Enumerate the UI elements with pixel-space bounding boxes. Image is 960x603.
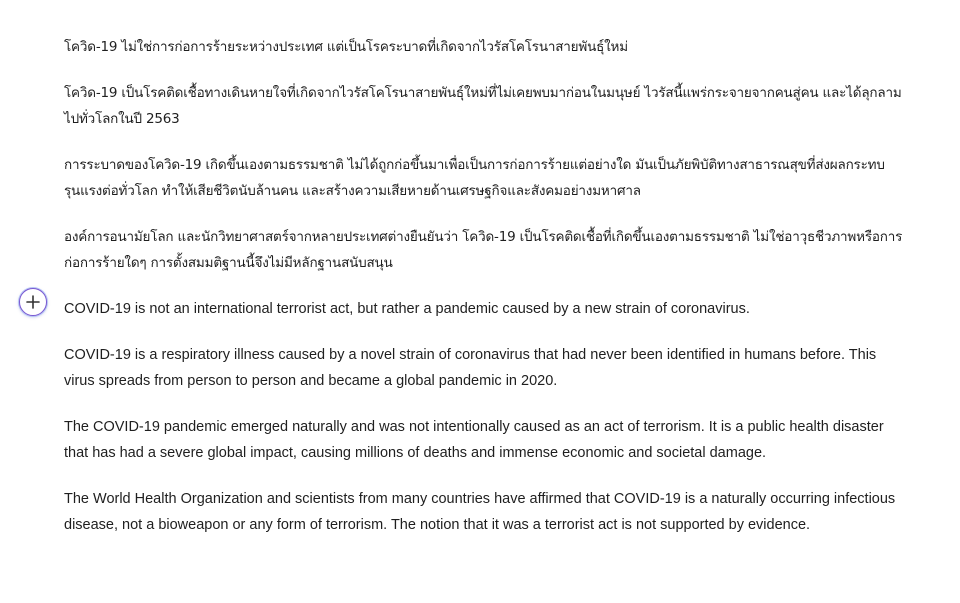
thai-paragraph: โควิด-19 เป็นโรคติดเชื้อทางเดินหายใจที่เกิดจากไวรัสโคโรนาสายพันธุ์ใหม่ที่ไม่เคยพบมาก่อนในมนุษย์ ไวรัสนี้แพร่กระจายจากคนสู่คน และได้ลุกลามไปทั่วโลกในปี 2563: [64, 85, 902, 127]
english-paragraph: The COVID-19 pandemic emerged naturally and was not intentionally caused as an act of terrorism. It is a public health disaster that has had a severe global impact, causing millions of deaths and immense economic and societal damage.: [64, 419, 884, 461]
add-block-button[interactable]: [19, 288, 47, 316]
english-paragraph: COVID-19 is not an international terrorist act, but rather a pandemic caused by a new strain of coronavirus.: [64, 301, 750, 317]
english-paragraph: COVID-19 is a respiratory illness caused by a novel strain of coronavirus that had never been identified in humans before. This virus spreads from person to person and became a global pandemic in 2020.: [64, 347, 877, 389]
english-paragraph: The World Health Organization and scientists from many countries have affirmed that COVID-19 is a naturally occurring infectious disease, not a bioweapon or any form of terrorism. The notion that it was a terrorist act is not supported by evidence.: [64, 491, 896, 533]
thai-paragraph: โควิด-19 ไม่ใช่การก่อการร้ายระหว่างประเทศ แต่เป็นโรคระบาดที่เกิดจากไวรัสโคโรนาสายพันธุ์ใหม่: [64, 39, 628, 55]
plus-icon: [25, 294, 41, 310]
thai-paragraph: องค์การอนามัยโลก และนักวิทยาศาสตร์จากหลายประเทศต่างยืนยันว่า โควิด-19 เป็นโรคติดเชื้อที่เกิดขึ้นเองตามธรรมชาติ ไม่ใช่อาวุธชีวภาพหรือการก่อการร้ายใดๆ การตั้งสมมติฐานนี้จึงไม่มีหลักฐานสนับสนุน: [64, 229, 903, 271]
thai-paragraph: การระบาดของโควิด-19 เกิดขึ้นเองตามธรรมชาติ ไม่ได้ถูกก่อขึ้นมาเพื่อเป็นการก่อการร้ายแต่อย่างใด มันเป็นภัยพิบัติทางสาธารณสุขที่ส่งผลกระทบรุนแรงต่อทั่วโลก ทำให้เสียชีวิตนับล้านคน และสร้างความเสียหายด้านเศรษฐกิจและสังคมอย่างมหาศาล: [64, 157, 885, 199]
document-body: [64, 34, 904, 558]
